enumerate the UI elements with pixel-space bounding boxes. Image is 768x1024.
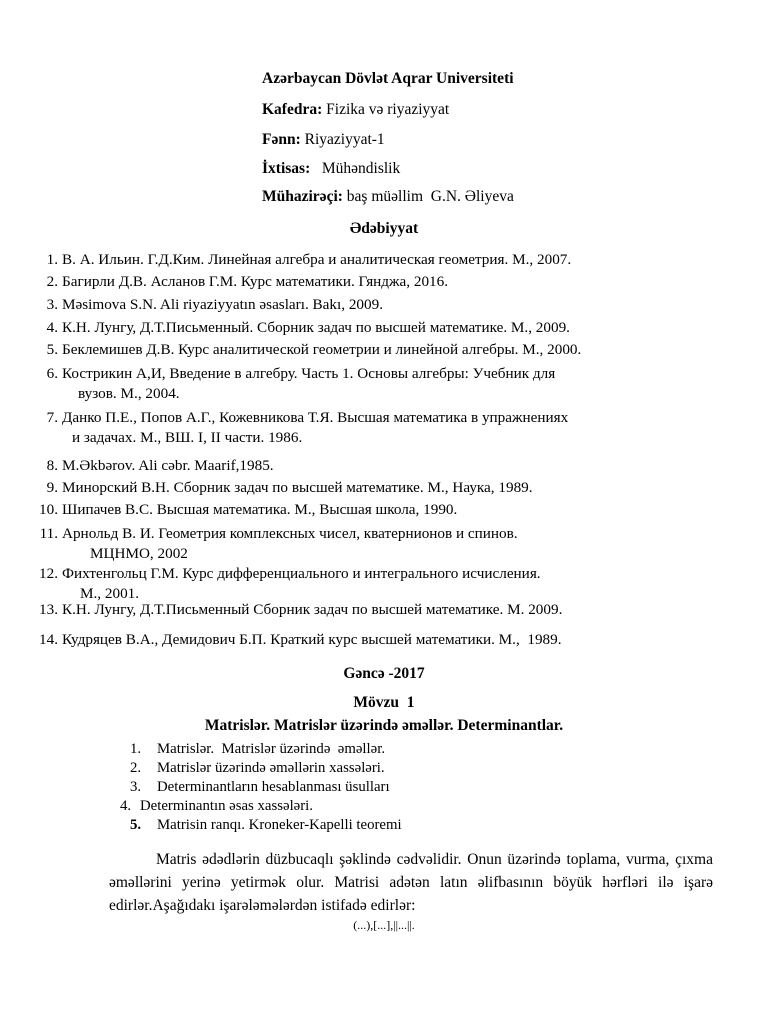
reference-item bbox=[39, 630, 740, 650]
topic-number: 5. bbox=[130, 817, 142, 833]
reference-item bbox=[39, 500, 740, 520]
reference-item bbox=[39, 564, 740, 604]
topic-item bbox=[130, 740, 402, 759]
reference-number: 11. bbox=[39, 525, 58, 542]
place-year: Gəncə -2017 bbox=[343, 665, 425, 682]
reference-item bbox=[39, 524, 740, 564]
intro-paragraph bbox=[109, 848, 713, 917]
reference-text: К.Н. Лунгу, Д.Т.Письменный Сборник задач по высшей математике. М. 2009. bbox=[62, 601, 563, 618]
muhazireci-label: Mühazirəçi: bbox=[262, 188, 343, 205]
reference-text: В. А. Ильин. Г.Д.Ким. Линейная алгебра и аналитическая геометрия. М., 2007. bbox=[62, 251, 572, 268]
fenn-line bbox=[262, 131, 385, 149]
reference-text: Минорский В.Н. Сборник задач по высшей математике. М., Наука, 1989. bbox=[62, 479, 533, 496]
reference-number: 5. bbox=[46, 341, 58, 358]
reference-text: Багирли Д.В. Асланов Г.М. Курс математики. Гянджа, 2016. bbox=[62, 273, 449, 290]
matrix-notation: (...),[...],||...||. bbox=[353, 918, 415, 932]
literature-title: Ədəbiyyat bbox=[349, 220, 419, 237]
reference-number: 3. bbox=[46, 296, 58, 313]
intro-paragraph-text: Matris ədədlərin düzbucaqlı şəklində cədvəlidir. Onun üzərində toplama, vurma, çıxma əməllərini yerinə yetirmək olur. Matrisi adətən latın əlifbasının böyük hərfləri ilə işarə edirlər.Aşağıdakı işarələmələrdən istifadə edirlər: bbox=[109, 851, 713, 914]
topic-text: Matrislər üzərində əməllərin xassələri. bbox=[157, 760, 385, 776]
topic-item bbox=[120, 797, 402, 816]
reference-number: 8. bbox=[46, 457, 58, 474]
reference-text: M.Əkbərov. Ali cəbr. Maarif,1985. bbox=[62, 457, 274, 474]
ixtisas-line bbox=[262, 160, 400, 178]
topic-item bbox=[130, 759, 402, 778]
reference-text: и задачах. М., ВШ. I, II части. 1986. bbox=[72, 429, 303, 446]
reference-item bbox=[46, 340, 740, 360]
reference-item bbox=[46, 272, 740, 292]
reference-item bbox=[46, 408, 740, 448]
topic-number: 1. bbox=[130, 741, 142, 757]
reference-number: 6. bbox=[46, 365, 58, 382]
reference-item bbox=[46, 364, 740, 404]
reference-text: М., 2001. bbox=[80, 585, 140, 602]
reference-text: Шипачев В.С. Высшая математика. М., Высшая школа, 1990. bbox=[62, 501, 458, 518]
ixtisas-value: Mühəndislik bbox=[310, 160, 401, 177]
reference-text: Məsimova S.N. Ali riyaziyyatın əsasları. Bakı, 2009. bbox=[62, 296, 383, 313]
kafedra-line bbox=[262, 101, 449, 119]
topic-subtitle: Matrislər. Matrislər üzərində əməllər. Determinantlar. bbox=[204, 717, 564, 734]
reference-number: 1. bbox=[46, 251, 58, 268]
reference-text: Кудряцев В.А., Демидович Б.П. Краткий курс высшей математики. М., 1989. bbox=[62, 631, 562, 648]
reference-text: Арнольд В. И. Геометрия комплексных чисел, кватернионов и спинов. bbox=[62, 525, 518, 542]
reference-number: 2. bbox=[46, 273, 58, 290]
university-name: Azərbaycan Dövlət Aqrar Universiteti bbox=[262, 70, 514, 87]
reference-item bbox=[46, 478, 740, 498]
reference-text: К.Н. Лунгу, Д.Т.Письменный. Сборник задач по высшей математике. М., 2009. bbox=[62, 319, 570, 336]
reference-number: 10. bbox=[39, 501, 58, 518]
ixtisas-label: İxtisas: bbox=[262, 160, 311, 177]
topic-text: Matrisin ranqı. Kroneker-Kapelli teoremi bbox=[157, 817, 402, 833]
reference-text: Беклемишев Д.В. Курс аналитической геометрии и линейной алгебры. М., 2000. bbox=[62, 341, 582, 358]
reference-item bbox=[46, 250, 740, 270]
reference-item bbox=[46, 456, 740, 476]
reference-item bbox=[39, 600, 740, 620]
reference-text: Кострикин А,И, Введение в алгебру. Часть 1. Основы алгебры: Учебник для bbox=[62, 365, 556, 382]
topic-text: Matrislər. Matrislər üzərində əməllər. bbox=[157, 741, 386, 757]
reference-item bbox=[46, 318, 740, 338]
topic-list bbox=[120, 740, 402, 835]
topic-number: 3. bbox=[130, 779, 142, 795]
kafedra-label: Kafedra: bbox=[262, 101, 323, 118]
reference-number: 13. bbox=[39, 601, 58, 618]
reference-number: 7. bbox=[46, 409, 58, 426]
reference-item bbox=[46, 295, 740, 315]
topic-number: 4. bbox=[120, 798, 132, 814]
topic-text: Determinantların hesablanması üsulları bbox=[157, 779, 390, 795]
reference-text: вузов. М., 2004. bbox=[78, 385, 180, 402]
reference-text: Фихтенгольц Г.М. Курс дифференциального и интегрального исчисления. bbox=[62, 565, 541, 582]
muhazireci-line bbox=[262, 188, 514, 206]
topic-title: Mövzu 1 bbox=[353, 694, 415, 711]
reference-number: 9. bbox=[46, 479, 58, 496]
topic-number: 2. bbox=[130, 760, 142, 776]
topic-item bbox=[130, 778, 402, 797]
reference-number: 4. bbox=[46, 319, 58, 336]
reference-number: 14. bbox=[39, 631, 58, 648]
topic-item bbox=[130, 816, 402, 835]
muhazireci-value: baş müəllim G.N. Əliyeva bbox=[342, 188, 514, 205]
reference-text: МЦНМО, 2002 bbox=[90, 545, 188, 562]
reference-number: 12. bbox=[39, 565, 58, 582]
fenn-label: Fənn: bbox=[262, 131, 301, 148]
fenn-value: Riyaziyyat-1 bbox=[300, 131, 385, 148]
topic-text: Determinantın əsas xassələri. bbox=[140, 798, 313, 814]
reference-text: Данко П.Е., Попов А.Г., Кожевникова Т.Я. Высшая математика в упражнениях bbox=[62, 409, 569, 426]
kafedra-value: Fizika və riyaziyyat bbox=[322, 101, 450, 118]
